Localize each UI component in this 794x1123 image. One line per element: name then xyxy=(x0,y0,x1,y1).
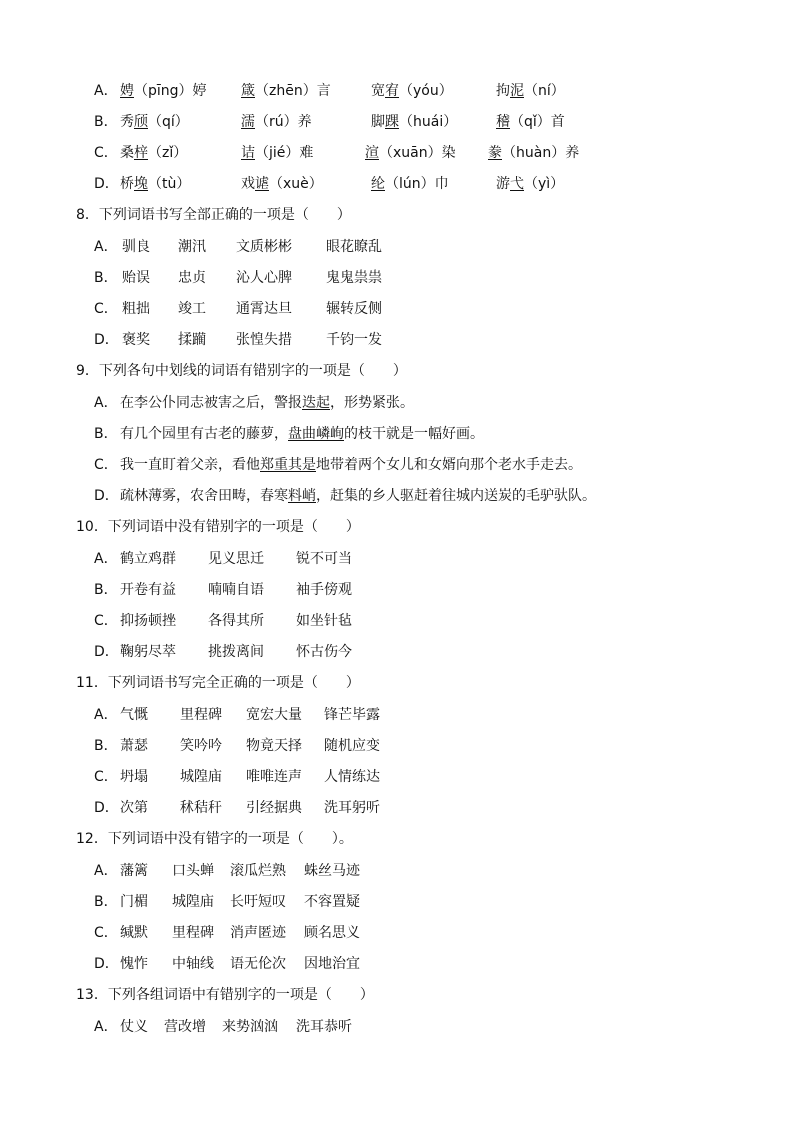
word: 缄默 xyxy=(120,925,148,941)
pinyin-item: 箴（zhēn）言 xyxy=(241,83,331,99)
word: 长吁短叹 xyxy=(230,894,286,910)
word: 不容置疑 xyxy=(304,894,360,910)
word: 宽宏大量 xyxy=(246,707,302,723)
option-letter: B． xyxy=(94,582,118,598)
word: 城隍庙 xyxy=(180,769,222,785)
option-letter: D． xyxy=(94,488,119,504)
word: 仗义 xyxy=(120,1019,148,1035)
word: 语无伦次 xyxy=(230,956,286,972)
word: 喃喃自语 xyxy=(208,582,264,598)
pinyin-item: 纶（lún）巾 xyxy=(371,176,449,192)
word: 次第 xyxy=(120,800,148,816)
option-letter: C． xyxy=(94,925,118,941)
pinyin-item: 稽（qǐ）首 xyxy=(496,114,565,130)
word: 因地治宜 xyxy=(304,956,360,972)
word: 粗拙 xyxy=(122,301,150,317)
pinyin-item: 拘泥（ní） xyxy=(496,83,565,99)
pinyin-item: 脚踝（huái） xyxy=(371,114,458,130)
word: 藩篱 xyxy=(120,863,148,879)
option-letter: C． xyxy=(94,769,118,785)
word: 人情练达 xyxy=(324,769,380,785)
pinyin-item: 秀颀（qí） xyxy=(120,114,189,130)
word: 辗转反侧 xyxy=(326,301,382,317)
word: 锋芒毕露 xyxy=(324,707,380,723)
question-stem: 13．下列各组词语中有错别字的一项是（ ） xyxy=(76,987,374,1003)
word: 贻误 xyxy=(122,270,150,286)
word: 潮汛 xyxy=(178,239,206,255)
pinyin-item: 娉（pīng）婷 xyxy=(120,83,207,99)
word: 门楣 xyxy=(120,894,148,910)
word: 滚瓜烂熟 xyxy=(230,863,286,879)
option-letter: A． xyxy=(94,707,118,723)
option-letter: B． xyxy=(94,114,118,130)
word: 袖手傍观 xyxy=(296,582,352,598)
word: 洗耳恭听 xyxy=(296,1019,352,1035)
word: 笑吟吟 xyxy=(180,738,222,754)
word: 引经据典 xyxy=(246,800,302,816)
pinyin-item: 濡（rú）养 xyxy=(241,114,312,130)
word: 见义思迁 xyxy=(208,551,264,567)
option-letter: C． xyxy=(94,457,118,473)
pinyin-item: 戏谑（xuè） xyxy=(241,176,323,192)
word: 沁人心脾 xyxy=(236,270,292,286)
pinyin-item: 桑梓（zǐ） xyxy=(120,145,188,161)
word: 驯良 xyxy=(122,239,150,255)
option-letter: D． xyxy=(94,176,119,192)
option-letter: B． xyxy=(94,894,118,910)
word: 如坐针毡 xyxy=(296,613,352,629)
option-letter: A． xyxy=(94,1019,118,1035)
word: 来势汹汹 xyxy=(222,1019,278,1035)
word: 洗耳躬听 xyxy=(324,800,380,816)
word: 鞠躬尽萃 xyxy=(120,644,176,660)
word: 中轴线 xyxy=(172,956,214,972)
word: 唯唯连声 xyxy=(246,769,302,785)
question-stem: 12．下列词语中没有错字的一项是（ ）。 xyxy=(76,831,353,847)
option-letter: B． xyxy=(94,426,118,442)
question-stem: 11．下列词语书写完全正确的一项是（ ） xyxy=(76,675,360,691)
word: 消声匿迹 xyxy=(230,925,286,941)
word: 萧瑟 xyxy=(120,738,148,754)
option-letter: D． xyxy=(94,332,119,348)
word: 口头蝉 xyxy=(172,863,214,879)
word: 坍塌 xyxy=(120,769,148,785)
word: 褒奖 xyxy=(122,332,150,348)
pinyin-item: 桥堍（tù） xyxy=(120,176,191,192)
option-letter: A． xyxy=(94,395,118,411)
word: 眼花瞭乱 xyxy=(326,239,382,255)
word: 里程碑 xyxy=(172,925,214,941)
question-stem: 8．下列词语书写全部正确的一项是（ ） xyxy=(76,207,351,223)
pinyin-item: 游弋（yì） xyxy=(496,176,565,192)
word: 挑拨离间 xyxy=(208,644,264,660)
word: 通霄达旦 xyxy=(236,301,292,317)
word: 怀古伤今 xyxy=(296,644,352,660)
word: 抑扬顿挫 xyxy=(120,613,176,629)
word: 秫秸秆 xyxy=(180,800,222,816)
pinyin-item: 诘（jié）难 xyxy=(241,145,314,161)
sentence: 有几个园里有古老的藤萝，盘曲嶙峋的枝干就是一幅好画。 xyxy=(120,426,484,442)
pinyin-item: 渲（xuān）染 xyxy=(365,145,456,161)
word: 气慨 xyxy=(120,707,148,723)
question-stem: 10．下列词语中没有错别字的一项是（ ） xyxy=(76,519,360,535)
word: 锐不可当 xyxy=(296,551,352,567)
word: 鬼鬼祟祟 xyxy=(326,270,382,286)
word: 文质彬彬 xyxy=(236,239,292,255)
word: 顾名思义 xyxy=(304,925,360,941)
word: 揉躏 xyxy=(178,332,206,348)
word: 里程碑 xyxy=(180,707,222,723)
word: 蛛丝马迹 xyxy=(304,863,360,879)
word: 随机应变 xyxy=(324,738,380,754)
option-letter: D． xyxy=(94,644,119,660)
word: 竣工 xyxy=(178,301,206,317)
word: 忠贞 xyxy=(178,270,206,286)
option-letter: C． xyxy=(94,613,118,629)
word: 千钧一发 xyxy=(326,332,382,348)
pinyin-item: 宽宥（yóu） xyxy=(371,83,453,99)
sentence: 在李公仆同志被害之后，警报迭起，形势紧张。 xyxy=(120,395,414,411)
question-stem: 9．下列各句中划线的词语有错别字的一项是（ ） xyxy=(76,363,407,379)
sentence: 疏林薄雾，农舍田畴，春寒料峭，赶集的乡人驱赶着往城内送炭的毛驴驮队。 xyxy=(120,488,596,504)
option-letter: B． xyxy=(94,738,118,754)
word: 张惶失措 xyxy=(236,332,292,348)
option-letter: B． xyxy=(94,270,118,286)
option-letter: C． xyxy=(94,301,118,317)
option-letter: A． xyxy=(94,239,118,255)
word: 各得其所 xyxy=(208,613,264,629)
word: 开卷有益 xyxy=(120,582,176,598)
option-letter: D． xyxy=(94,956,119,972)
sentence: 我一直盯着父亲，看他郑重其是地带着两个女儿和女婿向那个老水手走去。 xyxy=(120,457,582,473)
pinyin-item: 豢（huàn）养 xyxy=(488,145,580,161)
word: 愧怍 xyxy=(120,956,148,972)
word: 鹤立鸡群 xyxy=(120,551,176,567)
option-letter: D． xyxy=(94,800,119,816)
option-letter: A． xyxy=(94,551,118,567)
word: 营改增 xyxy=(164,1019,206,1035)
option-letter: A． xyxy=(94,863,118,879)
option-letter: A． xyxy=(94,83,118,99)
word: 物竟天择 xyxy=(246,738,302,754)
option-letter: C． xyxy=(94,145,118,161)
word: 城隍庙 xyxy=(172,894,214,910)
